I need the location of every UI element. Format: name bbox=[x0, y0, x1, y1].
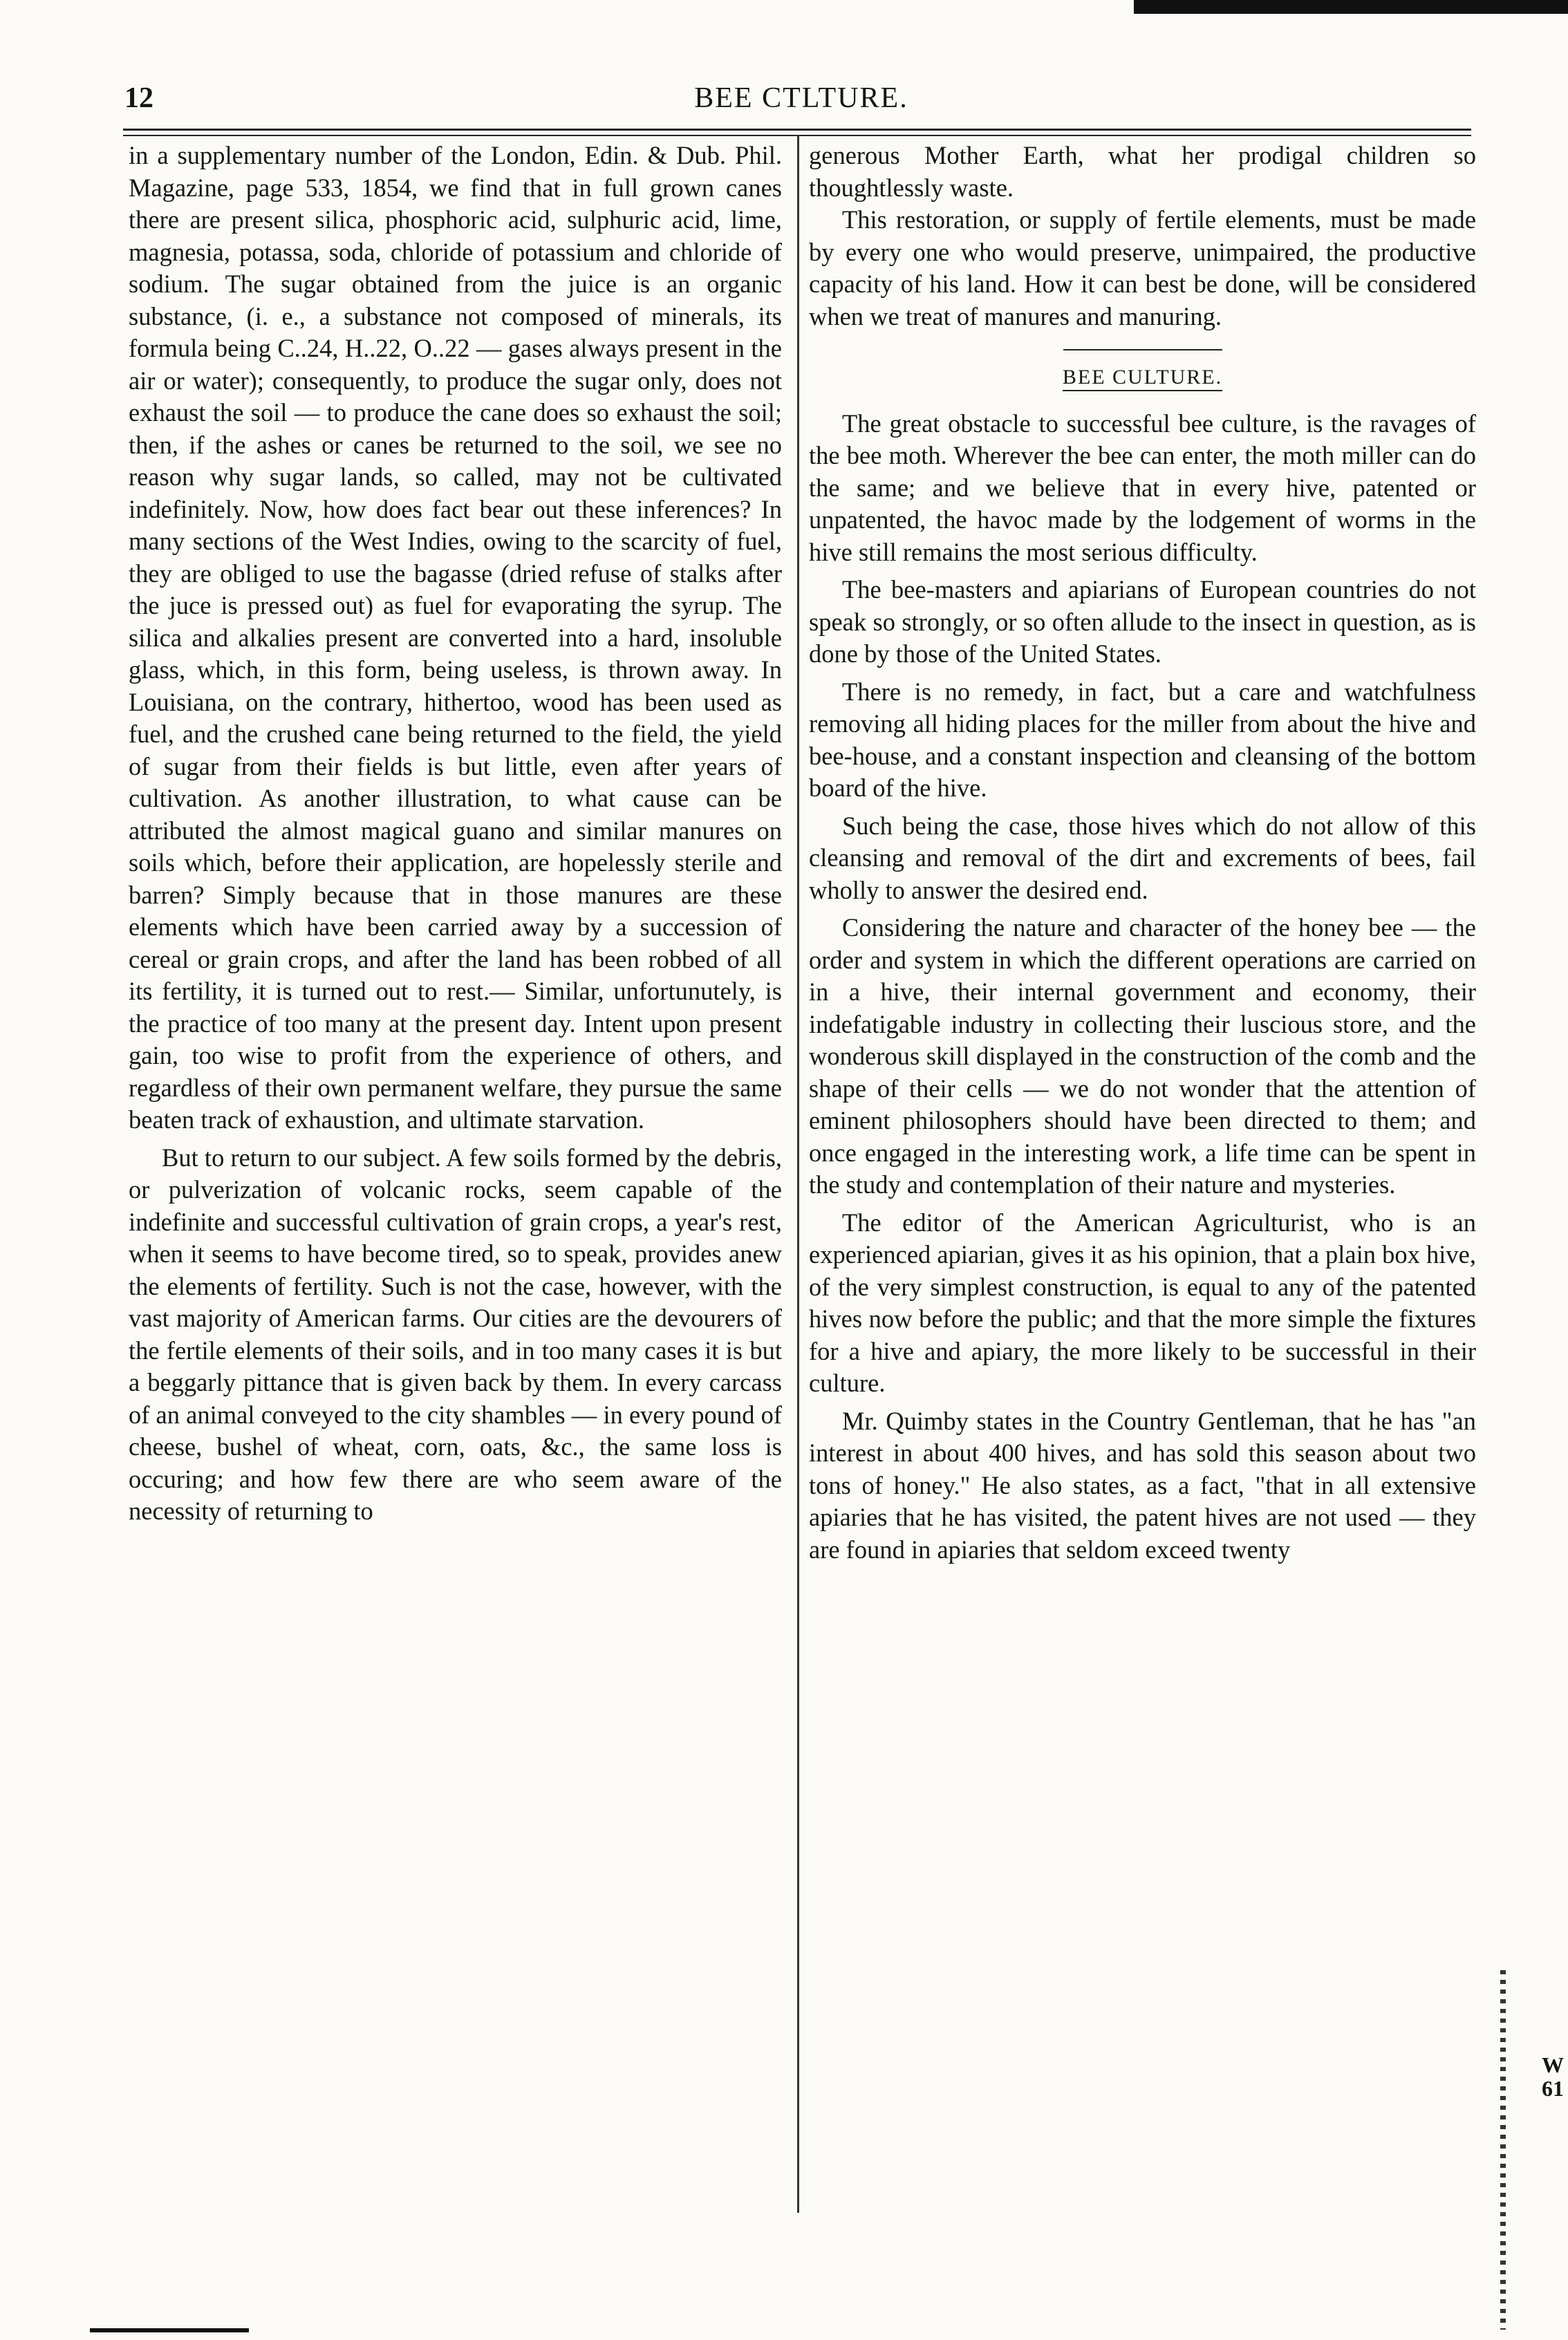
article-paragraph-1: The great obstacle to successful bee culture, is the ravages of the bee moth. Wherever the bee can enter, the moth miller can do the same; and we believe that in every hive, patented or unpatented, the havoc made by the lodgement of worms in the hive still remains the most serious difficulty. bbox=[809, 409, 1476, 566]
margin-note: W 61 bbox=[1542, 2052, 1564, 2101]
section-heading-text: BEE CULTURE. bbox=[1063, 366, 1222, 391]
article-paragraph-5: Considering the nature and character of the honey bee — the order and system in which the different operations are carried on in a hive, their internal government and economy, their indefatigable industry in collecting their luscious store, and the wonderous skill displayed in the construction of the comb and the shape of their cells — we do not wonder that the attention of eminent philosophers should have been directed to them; and once engaged in the interesting work, a life time can be spent in the study and contemplation of their nature and mysteries. bbox=[809, 913, 1476, 1199]
right-continuation-2: This restoration, or supply of fertile elements, must be made by every one who would preserve, unimpaired, the productive capacity of his land. How it can best be done, will be considered when we treat of manures and manuring. bbox=[809, 205, 1476, 330]
article-paragraph-4: Such being the case, those hives which do not allow of this cleansing and removal of the dirt and excrements of bees, fail wholly to answer the desired end. bbox=[809, 811, 1476, 904]
page-header bbox=[124, 82, 1478, 123]
page-number: 12 bbox=[124, 82, 153, 114]
article-paragraph-7: Mr. Quimby states in the Country Gentleman, that he has "an interest in about 400 hives, and has sold this season about two tons of honey." He also states, as a fact, "that in all extensive apiaries that he has visited, the patent hives are not used — they are found in apiaries that seldom exceed twenty bbox=[809, 1406, 1476, 1564]
article-paragraph-2: The bee-masters and apiarians of European countries do not speak so strongly, or so often allude to the insect in question, as is done by those of the United States. bbox=[809, 575, 1476, 668]
bottom-edge-rule bbox=[90, 2328, 249, 2332]
article-paragraph-6: The editor of the American Agriculturist, who is an experienced apiarian, gives it as his opinion, that a plain box hive, of the very simplest construction, is equal to any of the patented hives now before the public; and that the more simple the fixtures for a hive and apiary, the more likely to be successful in their culture. bbox=[809, 1208, 1476, 1397]
article-paragraph-3: There is no remedy, in fact, but a care and watchfulness removing all hiding places for the miller from about the hive and bee-house, and a constant inspection and cleansing of the bottom board of the hive. bbox=[809, 677, 1476, 802]
column-divider bbox=[797, 135, 799, 2213]
section-divider bbox=[1063, 349, 1222, 350]
running-title: BEE CTLTURE. bbox=[694, 82, 908, 114]
right-column bbox=[809, 140, 1476, 2213]
left-column bbox=[129, 140, 782, 2213]
margin-ticks bbox=[1500, 1970, 1506, 2330]
top-edge-rule bbox=[1134, 0, 1568, 14]
right-continuation-1: generous Mother Earth, what her prodigal children so thoughtlessly waste. bbox=[809, 141, 1476, 202]
left-paragraph-1: in a supplementary number of the London, Edin. & Dub. Phil. Magazine, page 533, 1854, we find that in full grown canes there are present silica, phosphoric acid, sulphuric acid, lime, magnesia, potassa, soda, chloride of potassium and chloride of sodium. The sugar obtained from the juice is an organic substance, (i. e., a substance not composed of minerals, its formula being C..24, H..22, O..22 — gases always present in the air or water); consequently, to produce the sugar only, does not exhaust the soil — to produce the cane does so exhaust the soil; then, if the ashes or canes be returned to the soil, we see no reason why sugar lands, so called, may not be cultivated indefinitely. Now, how does fact bear out these inferences? In many sections of the West Indies, owing to the scarcity of fuel, they are obliged to use the bagasse (dried refuse of stalks after the juce is pressed out) as fuel for evaporating the syrup. The silica and alkalies present are converted into a hard, insoluble glass, which, in this form, being useless, is thrown away. In Louisiana, on the contrary, hithertoo, wood has been used as fuel, and the crushed cane being returned to the field, the yield of sugar from their fields is but little, even after years of cultivation. As another illustration, to what cause can be attributed the almost magical guano and similar manures on soils which, before their application, are hopelessly sterile and barren? Simply because that in those manures are these elements which have been carried away by a succession of cereal or grain crops, and after the land has been robbed of all its fertility, it is turned out to rest.— Similar, unfortunutely, is the practice of too many at the present day. Intent upon present gain, too wise to profit from the experience of others, and regardless of their own permanent welfare, they pursue the same beaten track of exhaustion, and ultimate starvation. bbox=[129, 141, 782, 1134]
left-paragraph-2: But to return to our subject. A few soils formed by the debris, or pulverization of volcanic rocks, seem capable of the indefinite and successful cultivation of grain crops, a year's rest, when it seems to have become tired, so to speak, provides anew the elements of fertility. Such is not the case, however, with the vast majority of American farms. Our cities are the devourers of the fertile elements of their soils, and in too many cases it is but a beggarly pittance that is given back by them. In every carcass of an animal conveyed to the city shambles — in every pound of cheese, bushel of wheat, corn, oats, &c., the same loss is occuring; and how few there are who seem aware of the necessity of returning to bbox=[129, 1143, 782, 1525]
section-heading bbox=[809, 362, 1476, 394]
